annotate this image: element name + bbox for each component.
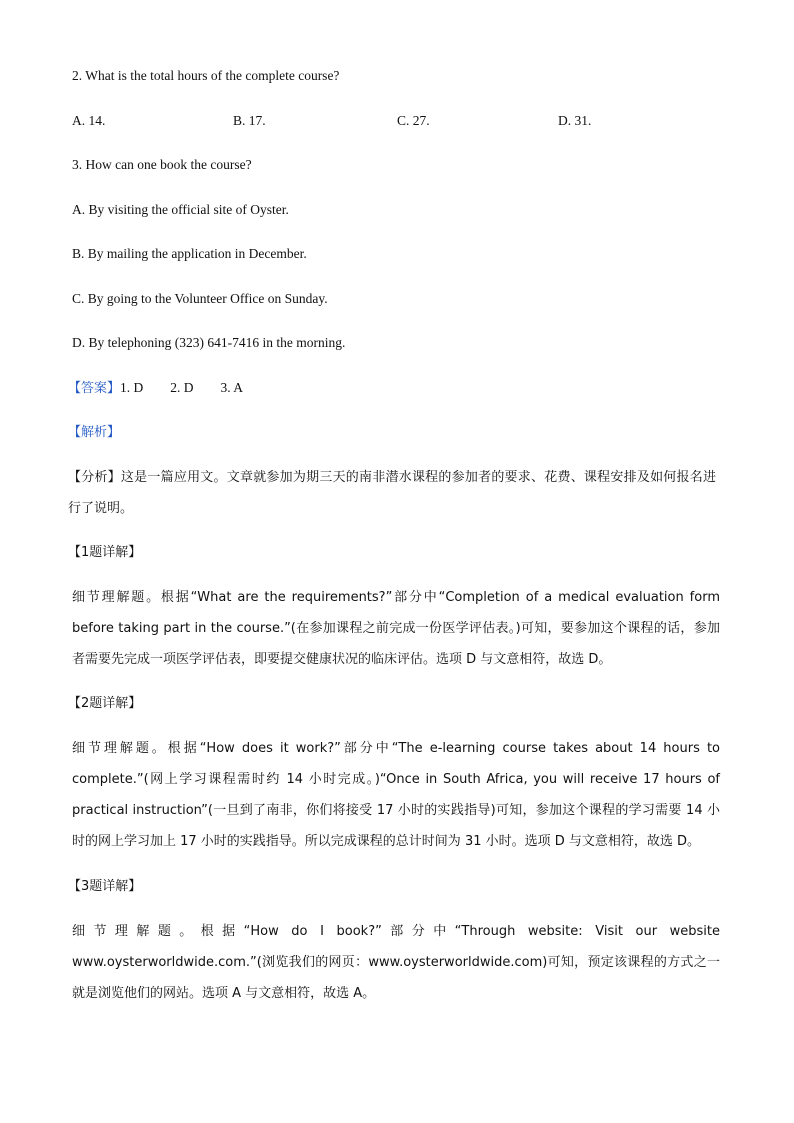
- summary-label: 【分析】: [68, 470, 121, 485]
- answer-values: 1. D 2. D 3. A: [120, 380, 244, 395]
- detail-1-paragraph: 细节理解题。根据“What are the requirements?”部分中“Completion of a medical evaluation form before taking part in the course.”(在参加课程之前完成一份医学评估表。)可知，要参加这个课程的话，参加者需要先完成一项医学评估表，即要提交健康状况的临床评估。选项 D 与文意相符，故选 D。: [72, 590, 720, 667]
- q2-option-a: A. 14.: [72, 113, 106, 128]
- detail-1-heading: 【1题详解】: [68, 545, 142, 560]
- summary-paragraph: [68, 462, 716, 524]
- detail-2-paragraph: 细节理解题。根据“How does it work?”部分中“The e-learning course takes about 14 hours to complete.”(网上学习课程需时约 14 小时完成。)“Once in South Africa, you will receive 17 hours of practical instruction”(一旦到了南非，你们将接受 17 小时的实践指导)可知，参加这个课程的学习需要 14 小时的网上学习加上 17 小时的实践指导。所以完成课程的总计时间为 31 小时。选项 D 与文意相符，故选 D。: [72, 741, 720, 849]
- answer-line: [68, 378, 244, 399]
- question-2-stem: 2. What is the total hours of the complete course?: [72, 68, 340, 83]
- q3-option-d: D. By telephoning (323) 641-7416 in the morning.: [72, 335, 346, 350]
- q3-option-b: B. By mailing the application in December.: [72, 246, 307, 261]
- detail-3-paragraph: 细节理解题。根据“How do I book?”部分中“Through website: Visit our website www.oysterworldwide.com.”(浏览我们的网页：www.oysterworldwide.com)可知，预定该课程的方式之一就是浏览他们的网站。选项 A 与文意相符，故选 A。: [72, 924, 720, 1001]
- q3-option-a: A. By visiting the official site of Oyster.: [72, 202, 289, 217]
- q2-option-b: B. 17.: [233, 113, 266, 128]
- q3-option-c: C. By going to the Volunteer Office on Sunday.: [72, 291, 328, 306]
- q2-option-c: C. 27.: [397, 113, 430, 128]
- answer-label: 【答案】: [68, 381, 121, 396]
- summary-text: 这是一篇应用文。文章就参加为期三天的南非潜水课程的参加者的要求、花费、课程安排及如何报名进行了说明。: [68, 470, 716, 516]
- detail-2-heading: 【2题详解】: [68, 696, 142, 711]
- detail-3-heading: 【3题详解】: [68, 879, 142, 894]
- analysis-label: 【解析】: [68, 425, 121, 440]
- q2-option-d: D. 31.: [558, 113, 592, 128]
- question-3-stem: 3. How can one book the course?: [72, 157, 252, 172]
